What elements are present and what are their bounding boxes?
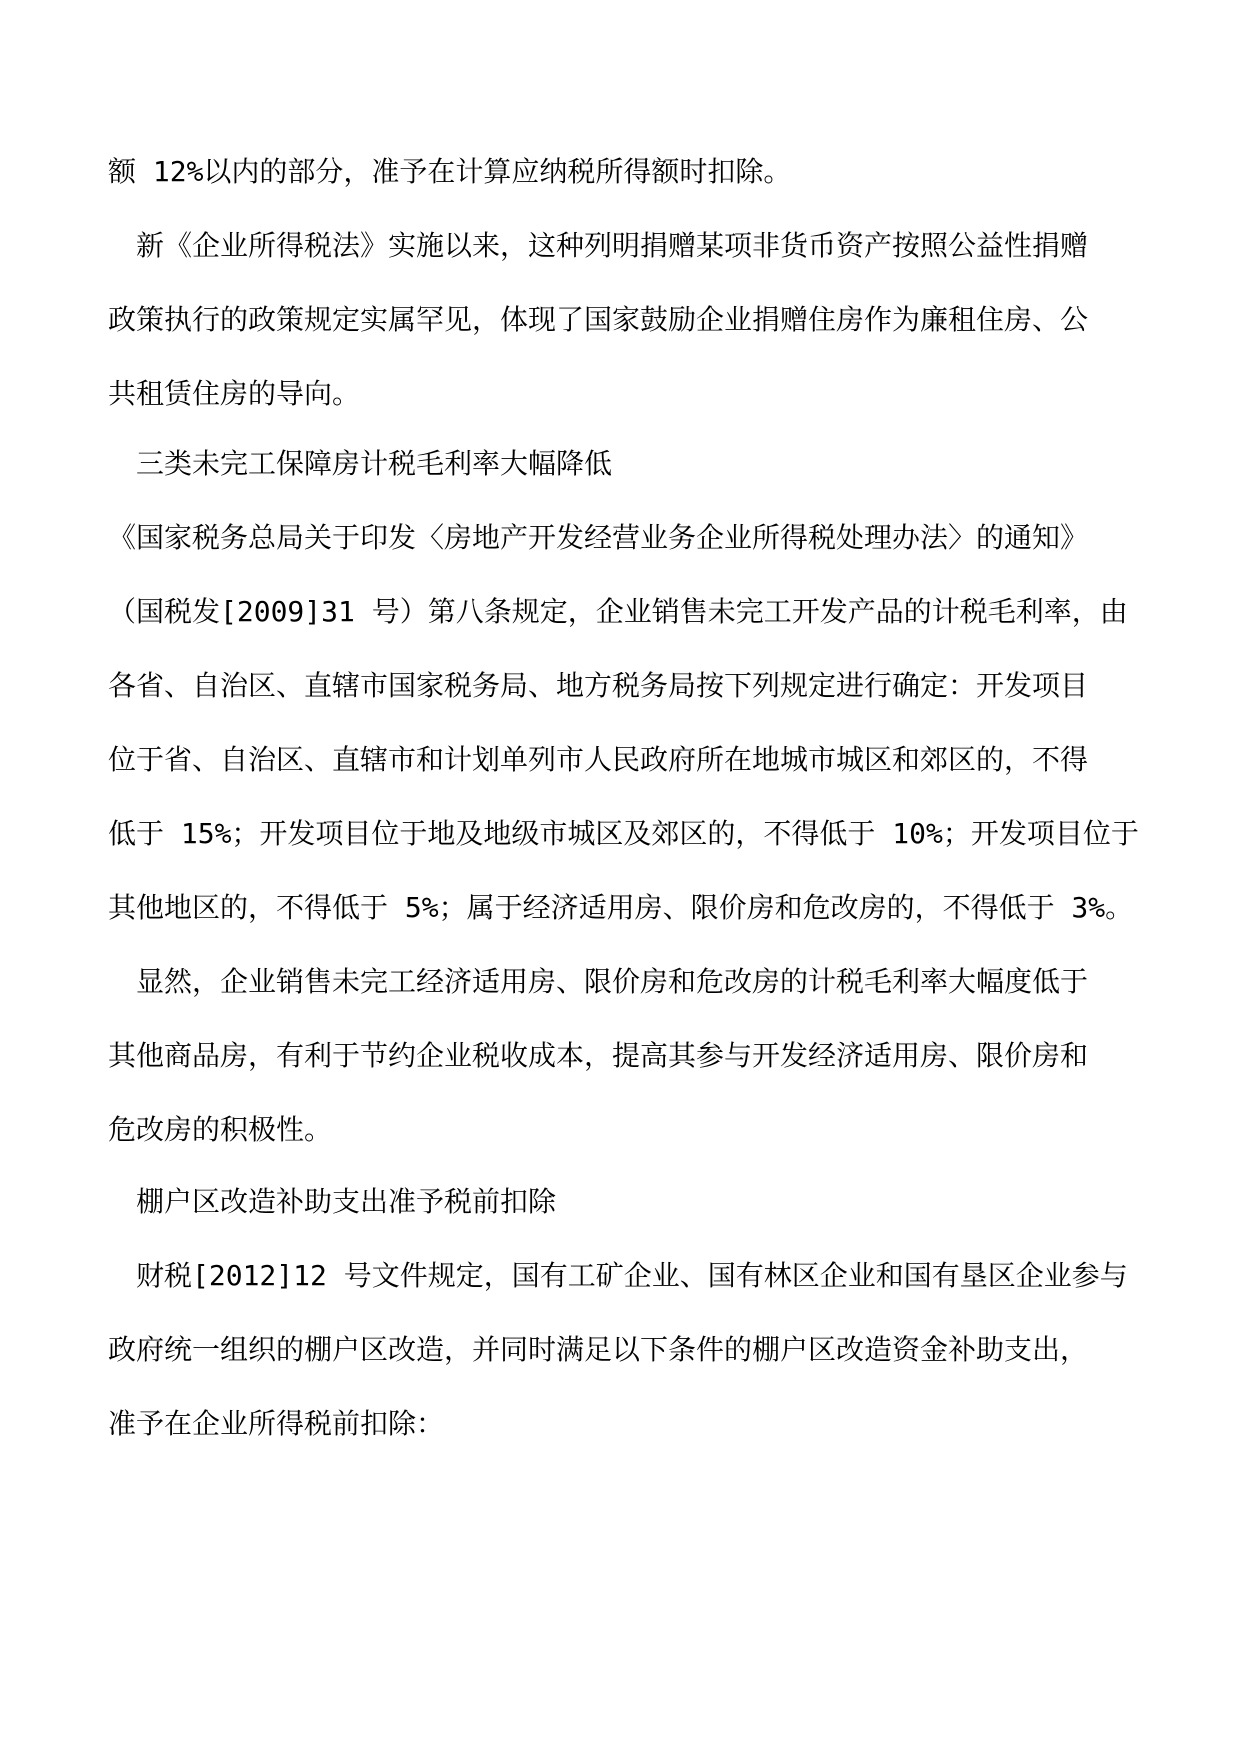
text-line-6: 《国家税务总局关于印发〈房地产开发经营业务企业所得税处理办法〉的通知》 [108,521,1089,554]
text-line-14: 危改房的积极性。 [108,1113,333,1146]
text-line-17: 政府统一组织的棚户区改造，并同时满足以下条件的棚户区改造资金补助支出， [108,1333,1089,1366]
text-line-2: 新《企业所得税法》实施以来，这种列明捐赠某项非货币资产按照公益性捐赠 [136,229,1089,262]
section-heading-1: 三类未完工保障房计税毛利率大幅降低 [136,447,613,480]
text-line-18: 准予在企业所得税前扣除： [108,1407,445,1440]
text-line-7: （国税发[2009]31 号）第八条规定，企业销售未完工开发产品的计税毛利率，由 [108,595,1128,628]
text-line-11: 其他地区的，不得低于 5%；属于经济适用房、限价房和危改房的，不得低于 3%。 [108,891,1134,924]
text-line-10: 低于 15%；开发项目位于地及地级市城区及郊区的，不得低于 10%；开发项目位于 [108,817,1139,850]
text-line-4: 共租赁住房的导向。 [108,377,361,410]
text-line-16: 财税[2012]12 号文件规定，国有工矿企业、国有林区企业和国有垦区企业参与 [136,1259,1128,1292]
text-line-8: 各省、自治区、直辖市国家税务局、地方税务局按下列规定进行确定：开发项目 [108,669,1089,702]
text-line-3: 政策执行的政策规定实属罕见，体现了国家鼓励企业捐赠住房作为廉租住房、公 [108,303,1089,336]
text-line-9: 位于省、自治区、直辖市和计划单列市人民政府所在地城市城区和郊区的，不得 [108,743,1089,776]
text-line-13: 其他商品房，有利于节约企业税收成本，提高其参与开发经济适用房、限价房和 [108,1039,1089,1072]
text-line-12: 显然，企业销售未完工经济适用房、限价房和危改房的计税毛利率大幅度低于 [136,965,1089,998]
section-heading-2: 棚户区改造补助支出准予税前扣除 [136,1185,557,1218]
text-line-1: 额 12%以内的部分，准予在计算应纳税所得额时扣除。 [108,155,792,188]
